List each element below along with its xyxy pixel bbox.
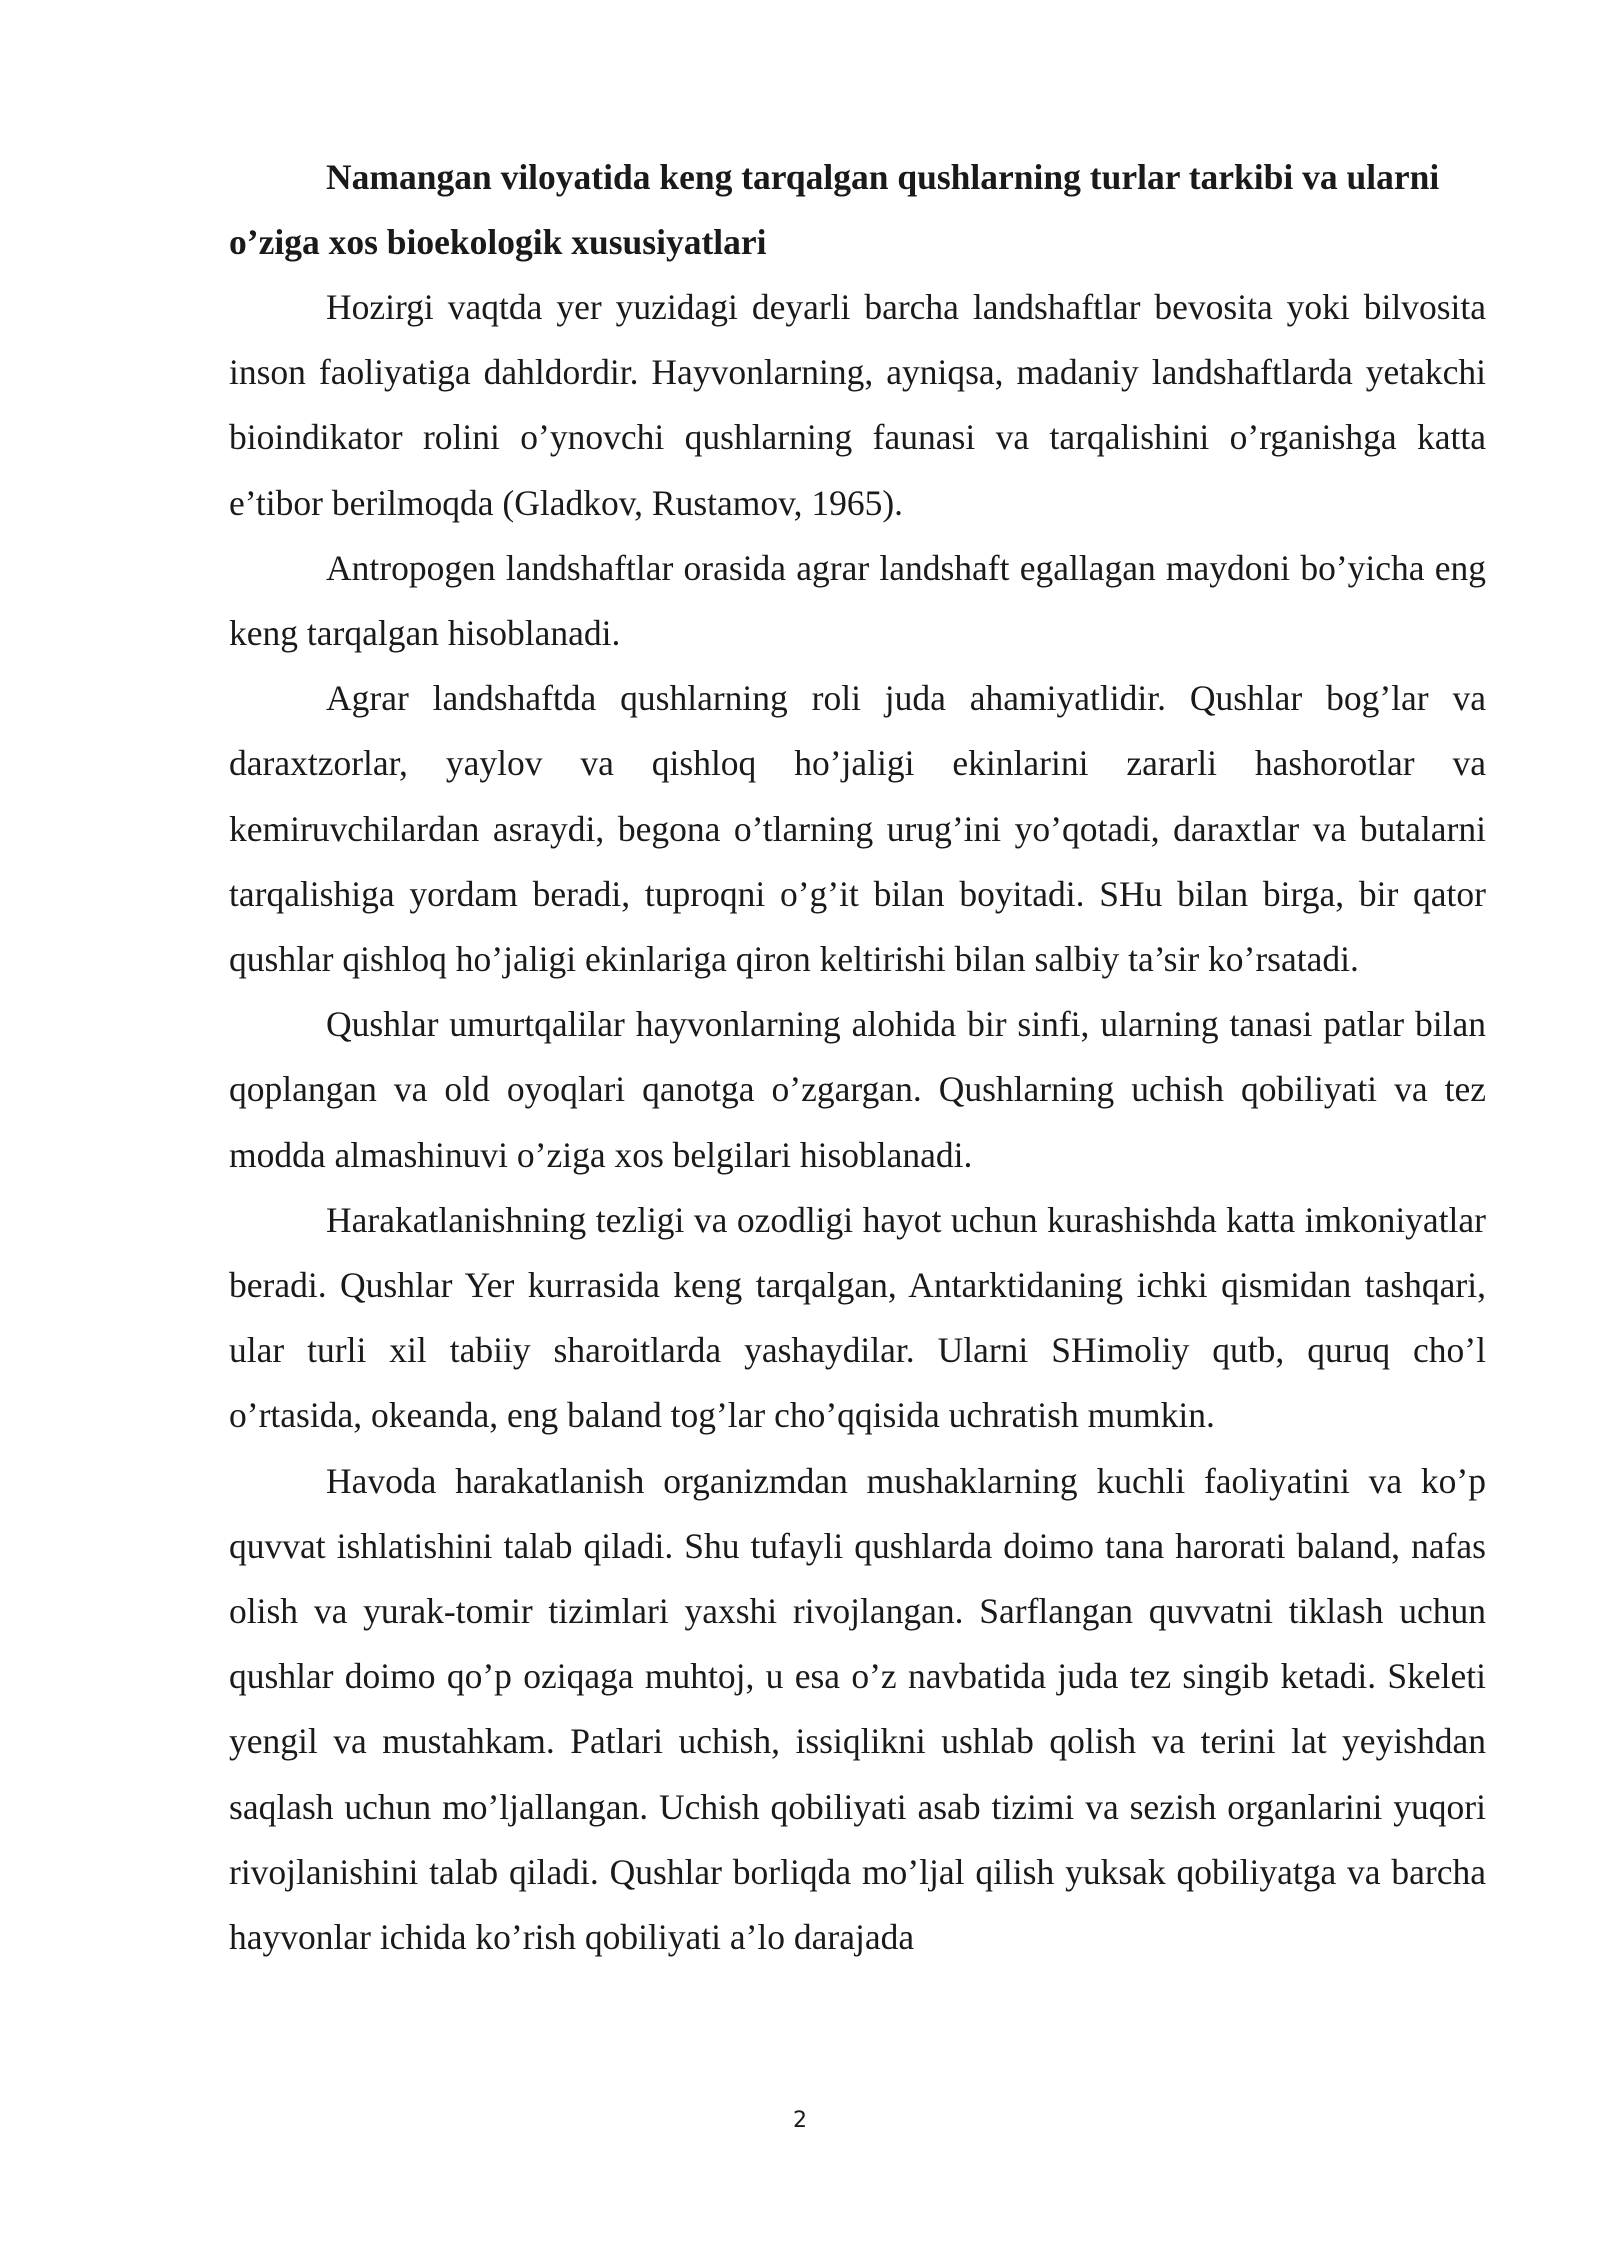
document-title: Namangan viloyatida keng tarqalgan qushlarning turlar tarkibi va ularni o’ziga xos bioekologik xususiyatlari xyxy=(229,157,1440,262)
paragraph-5: Harakatlanishning tezligi va ozodligi hayot uchun kurashishda katta imkoniyatlar beradi. Qushlar Yer kurrasida keng tarqalgan, Antarktidaning ichki qismidan tashqari, ular turli xil tabiiy sharoitlarda yashaydilar. Ularni SHimoliy qutb, quruq cho’l o’rtasida, okeanda, eng baland tog’lar cho’qqisida uchratish mumkin. xyxy=(229,1199,1486,1436)
page-number: 2 xyxy=(793,2108,807,2133)
paragraph-3: Agrar landshaftda qushlarning roli juda ahamiyatlidir. Qushlar bog’lar va daraxtzorlar, yaylov va qishloq ho’jaligi ekinlarini zararli hashorotlar va kemiruvchilardan asraydi, begona o’tlarning urug’ini yo’qotadi, daraxtlar va butalarni tarqalishiga yordam beradi, tuproqni o’g’it bilan boyitadi. SHu bilan birga, bir qator qushlar qishloq ho’jaligi ekinlariga qiron keltirishi bilan salbiy ta’sir ko’rsatadi. xyxy=(229,678,1486,980)
paragraph-2: Antropogen landshaftlar orasida agrar landshaft egallagan maydoni bo’yicha eng keng tarqalgan hisoblanadi. xyxy=(229,547,1486,654)
paragraph-4: Qushlar umurtqalilar hayvonlarning alohida bir sinfi, ularning tanasi patlar bilan qoplangan va old oyoqlari qanotga o’zgargan. Qushlarning uchish qobiliyati va tez modda almashinuvi o’ziga xos belgilari hisoblanadi. xyxy=(229,1004,1486,1175)
paragraph-6: Havoda harakatlanish organizmdan mushaklarning kuchli faoliyatini va ko’p quvvat ishlatishini talab qiladi. Shu tufayli qushlarda doimo tana harorati baland, nafas olish va yurak-tomir tizimlari yaxshi rivojlangan. Sarflangan quvvatni tiklash uchun qushlar doimo qo’p oziqaga muhtoj, u esa o’z navbatida juda tez singib ketadi. Skeleti yengil va mustahkam. Patlari uchish, issiqlikni ushlab qolish va terini lat yeyishdan saqlash uchun mo’ljallangan. Uchish qobiliyati asab tizimi va sezish organlarini yuqori rivojlanishini talab qiladi. Qushlar borliqda mo’ljal qilish yuksak qobiliyatga va barcha hayvonlar ichida ko’rish qobiliyati a’lo darajada xyxy=(229,1460,1486,1958)
page-content xyxy=(229,145,1486,1970)
paragraph-1: Hozirgi vaqtda yer yuzidagi deyarli barcha landshaftlar bevosita yoki bilvosita inson faoliyatiga dahldordir. Hayvonlarning, ayniqsa, madaniy landshaftlarda yetakchi bioindikator rolini o’ynovchi qushlarning faunasi va tarqalishini o’rganishga katta e’tibor berilmoqda (Gladkov, Rustamov, 1965). xyxy=(229,287,1486,523)
